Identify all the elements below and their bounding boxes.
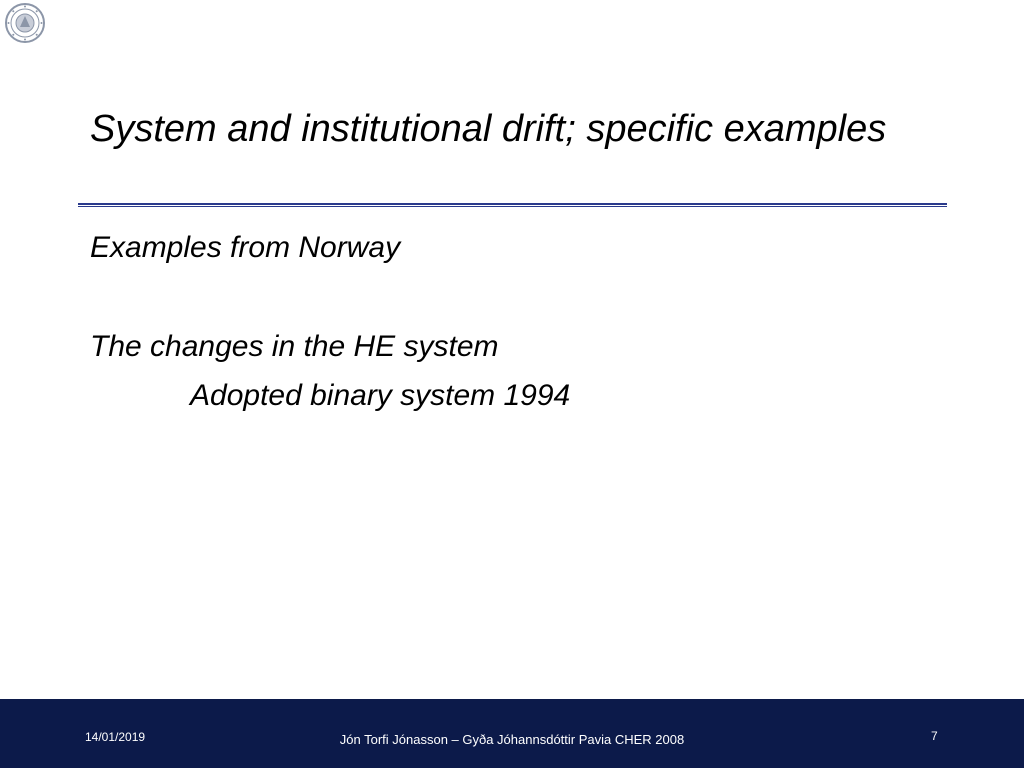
body-line-examples: Examples from Norway	[90, 231, 401, 264]
title-divider	[78, 203, 947, 207]
body-line-changes: The changes in the HE system	[90, 330, 499, 363]
footer-credit: Jón Torfi Jónasson – Gyða Jóhannsdóttir Pavia CHER 2008	[339, 732, 685, 747]
body-line-binary-system: Adopted binary system 1994	[190, 379, 571, 412]
slide-title: System and institutional drift; specific examples	[90, 108, 887, 150]
university-seal-icon	[4, 2, 46, 44]
page-number: 7	[931, 729, 938, 743]
slide-footer	[0, 699, 1024, 768]
footer-date: 14/01/2019	[85, 730, 146, 744]
